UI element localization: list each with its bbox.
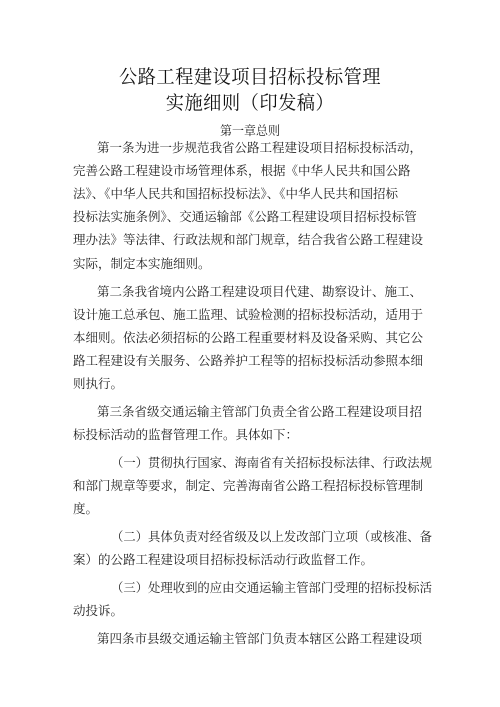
paragraph-line: （三）处理收到的应由交通运输主管部门受理的招标投标活 xyxy=(111,580,433,595)
paragraph-line: 第二条我省境内公路工程建设项目代建、勘察设计、施工、 xyxy=(97,284,423,299)
paragraph-line: 第四条市县级交通运输主管部门负责本辖区公路工程建设项 xyxy=(97,631,423,646)
paragraph-line: 案）的公路工程建设项目招标投标活动行政监督工作。 xyxy=(73,552,374,567)
paragraph-line: 实际，制定本实施细则。 xyxy=(73,256,211,271)
paragraph-line: 第一条为进一步规范我省公路工程建设项目招标投标活动， xyxy=(97,140,423,155)
paragraph-line: 和部门规章等要求，制定、完善海南省公路工程招标投标管理制 xyxy=(73,478,424,493)
paragraph-line: 理办法》等法律、行政法规和部门规章，结合我省公路工程建设 xyxy=(73,232,424,247)
chapter-heading: 第一章总则 xyxy=(219,123,280,138)
paragraph-line: 路工程建设有关服务、公路养护工程等的招标投标活动参照本细 xyxy=(73,353,424,368)
paragraph-line: 度。 xyxy=(73,501,99,516)
paragraph-line: （二）具体负责对经省级及以上发改部门立项（或核准、备 xyxy=(111,529,433,544)
paragraph-line: 标投标活动的监督管理工作。具体如下： xyxy=(73,427,299,442)
paragraph-line: 则执行。 xyxy=(73,376,124,391)
paragraph-line: （一）贯彻执行国家、海南省有关招标投标法律、行政法规 xyxy=(111,455,433,470)
paragraph-line: 法》、《中华人民共和国招标投标法》、《中华人民共和国招标 xyxy=(73,186,399,201)
paragraph-line: 第三条省级交通运输主管部门负责全省公路工程建设项目招 xyxy=(97,404,423,419)
document-title-line-1: 公路工程建设项目招标投标管理 xyxy=(118,66,382,88)
paragraph-line: 完善公路工程建设市场管理体系，根据《中华人民共和国公路 xyxy=(73,163,411,178)
paragraph-line: 本细则。依法必须招标的公路工程重要材料及设备采购、其它公 xyxy=(73,330,424,345)
paragraph-line: 投标法实施条例》、交通运输部《公路工程建设项目招标投标管 xyxy=(73,209,417,224)
paragraph-line: 动投诉。 xyxy=(73,603,124,618)
document-title-line-2: 实施细则（印发稿） xyxy=(165,92,335,114)
paragraph-line: 设计施工总承包、施工监理、试验检测的招标投标活动，适用于 xyxy=(73,307,424,322)
